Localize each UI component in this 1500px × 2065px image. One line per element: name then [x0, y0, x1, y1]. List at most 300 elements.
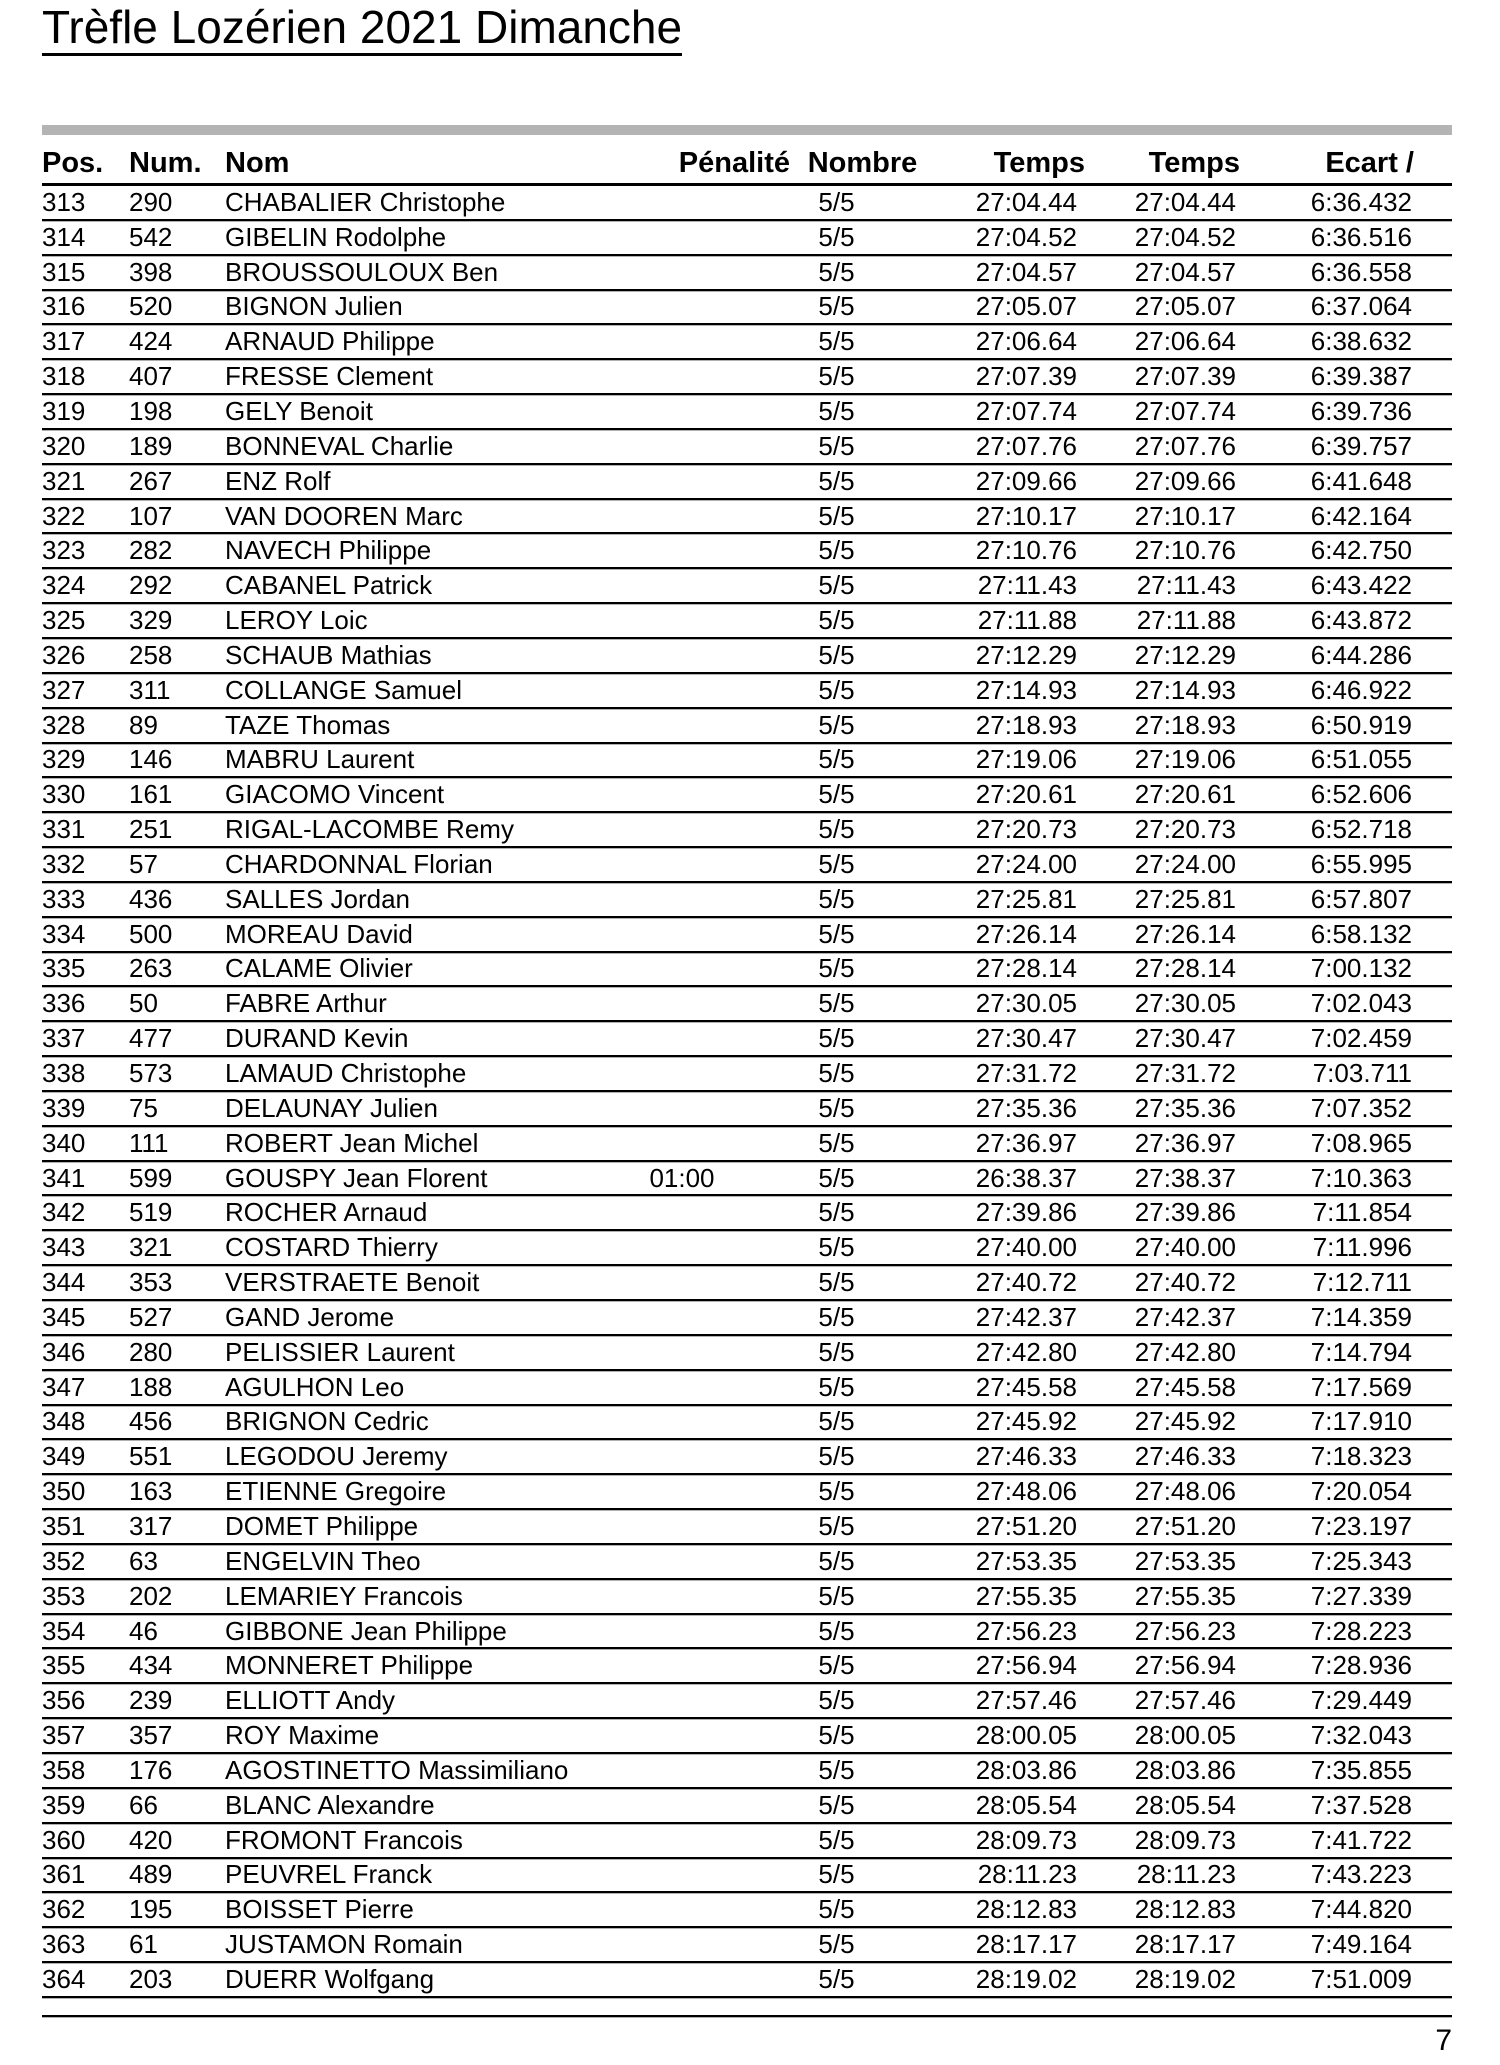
cell-nom: GELY Benoit	[225, 395, 373, 426]
cell-ecart: 6:43.422	[1310, 570, 1412, 601]
cell-pos: 344	[42, 1267, 86, 1298]
cell-temps-1: 27:24.00	[975, 848, 1077, 879]
cell-num: 420	[129, 1824, 173, 1855]
table-row	[42, 1545, 1452, 1580]
cell-nom: LAMAUD Christophe	[225, 1058, 467, 1089]
cell-num: 203	[129, 1963, 173, 1994]
column-header-nom: Nom	[225, 146, 290, 179]
cell-nom: NAVECH Philippe	[225, 535, 432, 566]
cell-temps-2: 27:05.07	[1134, 291, 1236, 322]
table-row	[42, 256, 1452, 291]
cell-pos: 349	[42, 1441, 86, 1472]
cell-num: 477	[129, 1023, 173, 1054]
cell-temps-1: 28:03.86	[975, 1754, 1077, 1785]
cell-pos: 358	[42, 1754, 86, 1785]
cell-ecart: 6:39.387	[1310, 361, 1412, 392]
cell-pos: 345	[42, 1301, 86, 1332]
cell-pos: 352	[42, 1545, 86, 1576]
cell-temps-2: 27:11.88	[1136, 605, 1236, 636]
cell-nom: BRIGNON Cedric	[225, 1406, 429, 1437]
cell-pos: 364	[42, 1963, 86, 1994]
cell-temps-2: 27:39.86	[1134, 1197, 1236, 1228]
table-row	[42, 1824, 1452, 1859]
cell-ecart: 7:02.459	[1310, 1023, 1412, 1054]
cell-nom: FRESSE Clement	[225, 361, 434, 392]
cell-nombre: 5/5	[818, 1510, 855, 1541]
cell-pos: 351	[42, 1510, 86, 1541]
cell-nom: SALLES Jordan	[225, 883, 411, 914]
cell-temps-2: 27:48.06	[1134, 1476, 1236, 1507]
page-number: 7	[1435, 2024, 1452, 2057]
cell-temps-1: 27:35.36	[975, 1092, 1077, 1123]
cell-pos: 346	[42, 1336, 86, 1367]
cell-ecart: 7:35.855	[1310, 1754, 1412, 1785]
cell-ecart: 6:36.432	[1310, 186, 1412, 217]
table-row	[42, 465, 1452, 500]
cell-temps-2: 27:04.44	[1134, 186, 1236, 217]
table-row	[42, 1092, 1452, 1127]
cell-nombre: 5/5	[818, 814, 855, 845]
cell-num: 146	[129, 744, 173, 775]
cell-temps-1: 27:48.06	[975, 1476, 1077, 1507]
cell-temps-1: 27:04.44	[975, 186, 1077, 217]
cell-pos: 332	[42, 848, 86, 879]
table-row	[42, 604, 1452, 639]
cell-nombre: 5/5	[818, 361, 855, 392]
cell-num: 290	[129, 186, 173, 217]
cell-ecart: 6:36.558	[1310, 256, 1412, 287]
cell-pos: 348	[42, 1406, 86, 1437]
column-header-penalite: Pénalité	[678, 146, 790, 179]
cell-num: 176	[129, 1754, 173, 1785]
table-row	[42, 1719, 1452, 1754]
cell-temps-2: 27:12.29	[1134, 639, 1236, 670]
cell-ecart: 6:50.919	[1310, 709, 1412, 740]
cell-temps-1: 28:09.73	[975, 1824, 1077, 1855]
cell-nombre: 5/5	[818, 639, 855, 670]
cell-pos: 360	[42, 1824, 86, 1855]
table-row	[42, 848, 1452, 883]
cell-ecart: 6:43.872	[1310, 605, 1412, 636]
cell-temps-2: 28:19.02	[1134, 1963, 1236, 1994]
cell-nom: BONNEVAL Charlie	[225, 430, 454, 461]
table-row	[42, 221, 1452, 256]
cell-nombre: 5/5	[818, 1789, 855, 1820]
cell-nom: ENZ Rolf	[225, 465, 331, 496]
cell-nombre: 5/5	[818, 1929, 855, 1960]
table-row	[42, 1336, 1452, 1371]
cell-pos: 353	[42, 1580, 86, 1611]
cell-nombre: 5/5	[818, 1092, 855, 1123]
cell-temps-1: 27:07.74	[975, 395, 1077, 426]
cell-num: 267	[129, 465, 173, 496]
cell-pos: 347	[42, 1371, 86, 1402]
cell-ecart: 6:42.164	[1310, 500, 1412, 531]
cell-nom: GOUSPY Jean Florent	[225, 1162, 488, 1193]
cell-nombre: 5/5	[818, 535, 855, 566]
cell-pos: 334	[42, 918, 86, 949]
cell-pos: 361	[42, 1859, 86, 1890]
table-row	[42, 1789, 1452, 1824]
cell-ecart: 7:10.363	[1310, 1162, 1412, 1193]
cell-nombre: 5/5	[818, 221, 855, 252]
cell-temps-1: 27:04.52	[975, 221, 1077, 252]
cell-nombre: 5/5	[818, 1197, 855, 1228]
cell-ecart: 6:41.648	[1310, 465, 1412, 496]
cell-ecart: 7:23.197	[1310, 1510, 1412, 1541]
cell-temps-2: 27:04.57	[1134, 256, 1236, 287]
table-row	[42, 709, 1452, 744]
cell-temps-2: 27:20.61	[1134, 779, 1236, 810]
cell-temps-1: 27:10.76	[975, 535, 1077, 566]
cell-num: 46	[129, 1615, 158, 1646]
table-row	[42, 1022, 1452, 1057]
cell-temps-1: 27:31.72	[975, 1058, 1077, 1089]
cell-ecart: 6:58.132	[1310, 918, 1412, 949]
cell-temps-2: 27:10.17	[1134, 500, 1236, 531]
cell-temps-1: 27:25.81	[975, 883, 1077, 914]
cell-pos: 326	[42, 639, 86, 670]
table-row	[42, 1162, 1452, 1197]
cell-nom: DURAND Kevin	[225, 1023, 409, 1054]
page-title: Trèfle Lozérien 2021 Dimanche	[42, 4, 682, 56]
cell-nombre: 5/5	[818, 1301, 855, 1332]
cell-ecart: 6:57.807	[1310, 883, 1412, 914]
cell-num: 599	[129, 1162, 173, 1193]
cell-pos: 319	[42, 395, 86, 426]
cell-pos: 325	[42, 605, 86, 636]
cell-num: 329	[129, 605, 173, 636]
cell-temps-2: 27:42.80	[1134, 1336, 1236, 1367]
cell-temps-1: 27:06.64	[975, 326, 1077, 357]
cell-nombre: 5/5	[818, 709, 855, 740]
cell-nom: VAN DOOREN Marc	[225, 500, 463, 531]
cell-temps-2: 28:00.05	[1134, 1720, 1236, 1751]
cell-num: 519	[129, 1197, 173, 1228]
cell-temps-1: 27:30.05	[975, 988, 1077, 1019]
cell-temps-1: 27:09.66	[975, 465, 1077, 496]
table-row	[42, 1928, 1452, 1963]
cell-temps-1: 27:30.47	[975, 1023, 1077, 1054]
table-top-bar	[42, 125, 1452, 135]
cell-pos: 355	[42, 1650, 86, 1681]
cell-nom: BIGNON Julien	[225, 291, 403, 322]
cell-pos: 320	[42, 430, 86, 461]
cell-num: 263	[129, 953, 173, 984]
cell-temps-1: 27:11.88	[977, 605, 1077, 636]
cell-nombre: 5/5	[818, 674, 855, 705]
cell-nombre: 5/5	[818, 1023, 855, 1054]
cell-nom: SCHAUB Mathias	[225, 639, 432, 670]
cell-ecart: 7:28.223	[1310, 1615, 1412, 1646]
cell-num: 89	[129, 709, 158, 740]
cell-nom: BOISSET Pierre	[225, 1894, 414, 1925]
cell-temps-1: 28:17.17	[975, 1929, 1077, 1960]
cell-num: 321	[129, 1232, 173, 1263]
cell-temps-2: 27:51.20	[1134, 1510, 1236, 1541]
table-row	[42, 813, 1452, 848]
cell-nom: MONNERET Philippe	[225, 1650, 474, 1681]
cell-nombre: 5/5	[818, 256, 855, 287]
cell-num: 489	[129, 1859, 173, 1890]
cell-nombre: 5/5	[818, 326, 855, 357]
table-row	[42, 186, 1452, 221]
table-body	[42, 186, 1452, 1998]
cell-num: 551	[129, 1441, 173, 1472]
cell-ecart: 7:49.164	[1310, 1929, 1412, 1960]
cell-num: 198	[129, 395, 173, 426]
cell-ecart: 7:11.854	[1312, 1197, 1412, 1228]
cell-temps-2: 27:26.14	[1134, 918, 1236, 949]
cell-nom: CABANEL Patrick	[225, 570, 433, 601]
cell-temps-1: 28:19.02	[975, 1963, 1077, 1994]
cell-temps-2: 27:30.47	[1134, 1023, 1236, 1054]
table-row	[42, 1301, 1452, 1336]
cell-pos: 356	[42, 1685, 86, 1716]
cell-nombre: 5/5	[818, 779, 855, 810]
table-row	[42, 987, 1452, 1022]
cell-ecart: 6:44.286	[1310, 639, 1412, 670]
cell-num: 527	[129, 1301, 173, 1332]
cell-num: 188	[129, 1371, 173, 1402]
cell-ecart: 6:39.736	[1310, 395, 1412, 426]
cell-pos: 357	[42, 1720, 86, 1751]
cell-temps-2: 27:06.64	[1134, 326, 1236, 357]
cell-temps-2: 27:56.94	[1134, 1650, 1236, 1681]
table-row	[42, 395, 1452, 430]
cell-nombre: 5/5	[818, 570, 855, 601]
cell-temps-2: 27:35.36	[1134, 1092, 1236, 1123]
table-row	[42, 1754, 1452, 1789]
table-row	[42, 744, 1452, 779]
table-row	[42, 1510, 1452, 1545]
cell-temps-1: 27:10.17	[975, 500, 1077, 531]
cell-nom: PELISSIER Laurent	[225, 1336, 455, 1367]
cell-temps-1: 27:40.00	[975, 1232, 1077, 1263]
cell-temps-1: 27:40.72	[975, 1267, 1077, 1298]
cell-nom: DUERR Wolfgang	[225, 1963, 435, 1994]
cell-temps-2: 28:03.86	[1134, 1754, 1236, 1785]
cell-ecart: 7:25.343	[1310, 1545, 1412, 1576]
cell-nombre: 5/5	[818, 186, 855, 217]
cell-nombre: 5/5	[818, 1650, 855, 1681]
cell-ecart: 7:14.794	[1310, 1336, 1412, 1367]
cell-pos: 322	[42, 500, 86, 531]
cell-nom: MOREAU David	[225, 918, 413, 949]
table-row	[42, 778, 1452, 813]
table-row	[42, 674, 1452, 709]
cell-nombre: 5/5	[818, 1615, 855, 1646]
cell-temps-1: 27:07.39	[975, 361, 1077, 392]
cell-nombre: 5/5	[818, 1754, 855, 1785]
cell-temps-1: 27:20.73	[975, 814, 1077, 845]
cell-nombre: 5/5	[818, 988, 855, 1019]
cell-num: 357	[129, 1720, 173, 1751]
cell-temps-1: 27:39.86	[975, 1197, 1077, 1228]
cell-temps-2: 27:07.39	[1134, 361, 1236, 392]
cell-ecart: 6:52.606	[1310, 779, 1412, 810]
table-row	[42, 534, 1452, 569]
cell-pos: 342	[42, 1197, 86, 1228]
cell-temps-2: 27:55.35	[1134, 1580, 1236, 1611]
cell-ecart: 7:44.820	[1310, 1894, 1412, 1925]
table-row	[42, 1615, 1452, 1650]
cell-num: 202	[129, 1580, 173, 1611]
cell-pos: 313	[42, 186, 86, 217]
table-row	[42, 569, 1452, 604]
cell-temps-2: 27:38.37	[1134, 1162, 1236, 1193]
cell-pos: 317	[42, 326, 86, 357]
page-bottom-rule	[42, 2015, 1452, 2017]
table-row	[42, 430, 1452, 465]
cell-nombre: 5/5	[818, 1267, 855, 1298]
cell-temps-1: 27:56.94	[975, 1650, 1077, 1681]
cell-num: 111	[129, 1127, 169, 1158]
cell-num: 434	[129, 1650, 173, 1681]
cell-temps-2: 27:19.06	[1134, 744, 1236, 775]
cell-temps-2: 28:17.17	[1134, 1929, 1236, 1960]
cell-num: 573	[129, 1058, 173, 1089]
cell-nom: CHABALIER Christophe	[225, 186, 506, 217]
cell-temps-2: 27:18.93	[1134, 709, 1236, 740]
cell-nombre: 5/5	[818, 918, 855, 949]
cell-temps-2: 27:07.74	[1134, 395, 1236, 426]
cell-pos: 329	[42, 744, 86, 775]
cell-temps-1: 27:55.35	[975, 1580, 1077, 1611]
cell-temps-1: 27:07.76	[975, 430, 1077, 461]
cell-nombre: 5/5	[818, 1963, 855, 1994]
cell-nombre: 5/5	[818, 430, 855, 461]
cell-nombre: 5/5	[818, 1545, 855, 1576]
cell-nom: BROUSSOULOUX Ben	[225, 256, 499, 287]
results-table	[42, 143, 1452, 1998]
cell-nom: GIACOMO Vincent	[225, 779, 445, 810]
cell-ecart: 7:32.043	[1310, 1720, 1412, 1751]
cell-ecart: 6:46.922	[1310, 674, 1412, 705]
cell-pos: 316	[42, 291, 86, 322]
cell-nombre: 5/5	[818, 1058, 855, 1089]
cell-temps-1: 28:11.23	[977, 1859, 1077, 1890]
cell-nom: ETIENNE Gregoire	[225, 1476, 447, 1507]
cell-nom: DOMET Philippe	[225, 1510, 419, 1541]
cell-num: 292	[129, 570, 173, 601]
cell-pos: 338	[42, 1058, 86, 1089]
cell-temps-1: 27:45.58	[975, 1371, 1077, 1402]
cell-temps-1: 27:51.20	[975, 1510, 1077, 1541]
cell-num: 163	[129, 1476, 173, 1507]
cell-pos: 324	[42, 570, 86, 601]
cell-nom: RIGAL-LACOMBE Remy	[225, 814, 514, 845]
cell-num: 66	[129, 1789, 158, 1820]
cell-ecart: 7:18.323	[1310, 1441, 1412, 1472]
cell-pos: 336	[42, 988, 86, 1019]
cell-nombre: 5/5	[818, 1406, 855, 1437]
cell-temps-2: 27:09.66	[1134, 465, 1236, 496]
cell-num: 353	[129, 1267, 173, 1298]
cell-temps-2: 28:12.83	[1134, 1894, 1236, 1925]
cell-pos: 339	[42, 1092, 86, 1123]
cell-ecart: 7:08.965	[1310, 1127, 1412, 1158]
cell-temps-2: 27:57.46	[1134, 1685, 1236, 1716]
cell-ecart: 7:41.722	[1310, 1824, 1412, 1855]
cell-pos: 327	[42, 674, 86, 705]
cell-nombre: 5/5	[818, 1441, 855, 1472]
cell-nom: ENGELVIN Theo	[225, 1545, 421, 1576]
cell-pos: 314	[42, 221, 86, 252]
table-row	[42, 325, 1452, 360]
cell-temps-1: 27:45.92	[975, 1406, 1077, 1437]
cell-ecart: 7:29.449	[1310, 1685, 1412, 1716]
cell-ecart: 6:55.995	[1310, 848, 1412, 879]
cell-nom: AGULHON Leo	[225, 1371, 405, 1402]
cell-temps-1: 27:42.37	[975, 1301, 1077, 1332]
cell-ecart: 6:51.055	[1310, 744, 1412, 775]
cell-nombre: 5/5	[818, 291, 855, 322]
cell-nombre: 5/5	[818, 953, 855, 984]
cell-num: 57	[129, 848, 158, 879]
cell-temps-2: 27:42.37	[1134, 1301, 1236, 1332]
cell-temps-1: 27:14.93	[975, 674, 1077, 705]
cell-nombre: 5/5	[818, 744, 855, 775]
cell-num: 424	[129, 326, 173, 357]
table-row	[42, 1057, 1452, 1092]
cell-nom: CALAME Olivier	[225, 953, 413, 984]
table-row	[42, 1371, 1452, 1406]
cell-temps-1: 27:04.57	[975, 256, 1077, 287]
cell-pos: 328	[42, 709, 86, 740]
cell-temps-2: 27:45.92	[1134, 1406, 1236, 1437]
cell-nom: LEMARIEY Francois	[225, 1580, 463, 1611]
cell-temps-1: 28:12.83	[975, 1894, 1077, 1925]
cell-num: 251	[129, 814, 173, 845]
cell-nom: MABRU Laurent	[225, 744, 415, 775]
cell-num: 280	[129, 1336, 173, 1367]
cell-pos: 330	[42, 779, 86, 810]
cell-num: 456	[129, 1406, 173, 1437]
cell-ecart: 7:07.352	[1310, 1092, 1412, 1123]
cell-pos: 363	[42, 1929, 86, 1960]
cell-pos: 354	[42, 1615, 86, 1646]
cell-num: 107	[129, 500, 173, 531]
cell-temps-2: 27:36.97	[1134, 1127, 1236, 1158]
cell-ecart: 7:14.359	[1310, 1301, 1412, 1332]
table-row	[42, 639, 1452, 674]
column-header-num: Num.	[129, 146, 202, 179]
cell-num: 311	[129, 674, 171, 705]
cell-temps-2: 27:10.76	[1134, 535, 1236, 566]
cell-nombre: 5/5	[818, 500, 855, 531]
cell-temps-1: 27:53.35	[975, 1545, 1077, 1576]
cell-ecart: 7:43.223	[1310, 1859, 1412, 1890]
cell-num: 63	[129, 1545, 158, 1576]
cell-temps-2: 28:11.23	[1136, 1859, 1236, 1890]
cell-num: 398	[129, 256, 173, 287]
cell-nom: BLANC Alexandre	[225, 1789, 435, 1820]
cell-nom: LEGODOU Jeremy	[225, 1441, 448, 1472]
cell-nom: FABRE Arthur	[225, 988, 387, 1019]
column-header-ecart: Ecart /	[1325, 146, 1414, 179]
table-row	[42, 1440, 1452, 1475]
cell-num: 542	[129, 221, 173, 252]
cell-temps-2: 27:40.00	[1134, 1232, 1236, 1263]
cell-pos: 315	[42, 256, 86, 287]
cell-nombre: 5/5	[818, 1894, 855, 1925]
table-row	[42, 883, 1452, 918]
cell-ecart: 7:20.054	[1310, 1476, 1412, 1507]
column-header-pos: Pos.	[42, 146, 104, 179]
cell-nombre: 5/5	[818, 883, 855, 914]
cell-nom: CHARDONNAL Florian	[225, 848, 493, 879]
